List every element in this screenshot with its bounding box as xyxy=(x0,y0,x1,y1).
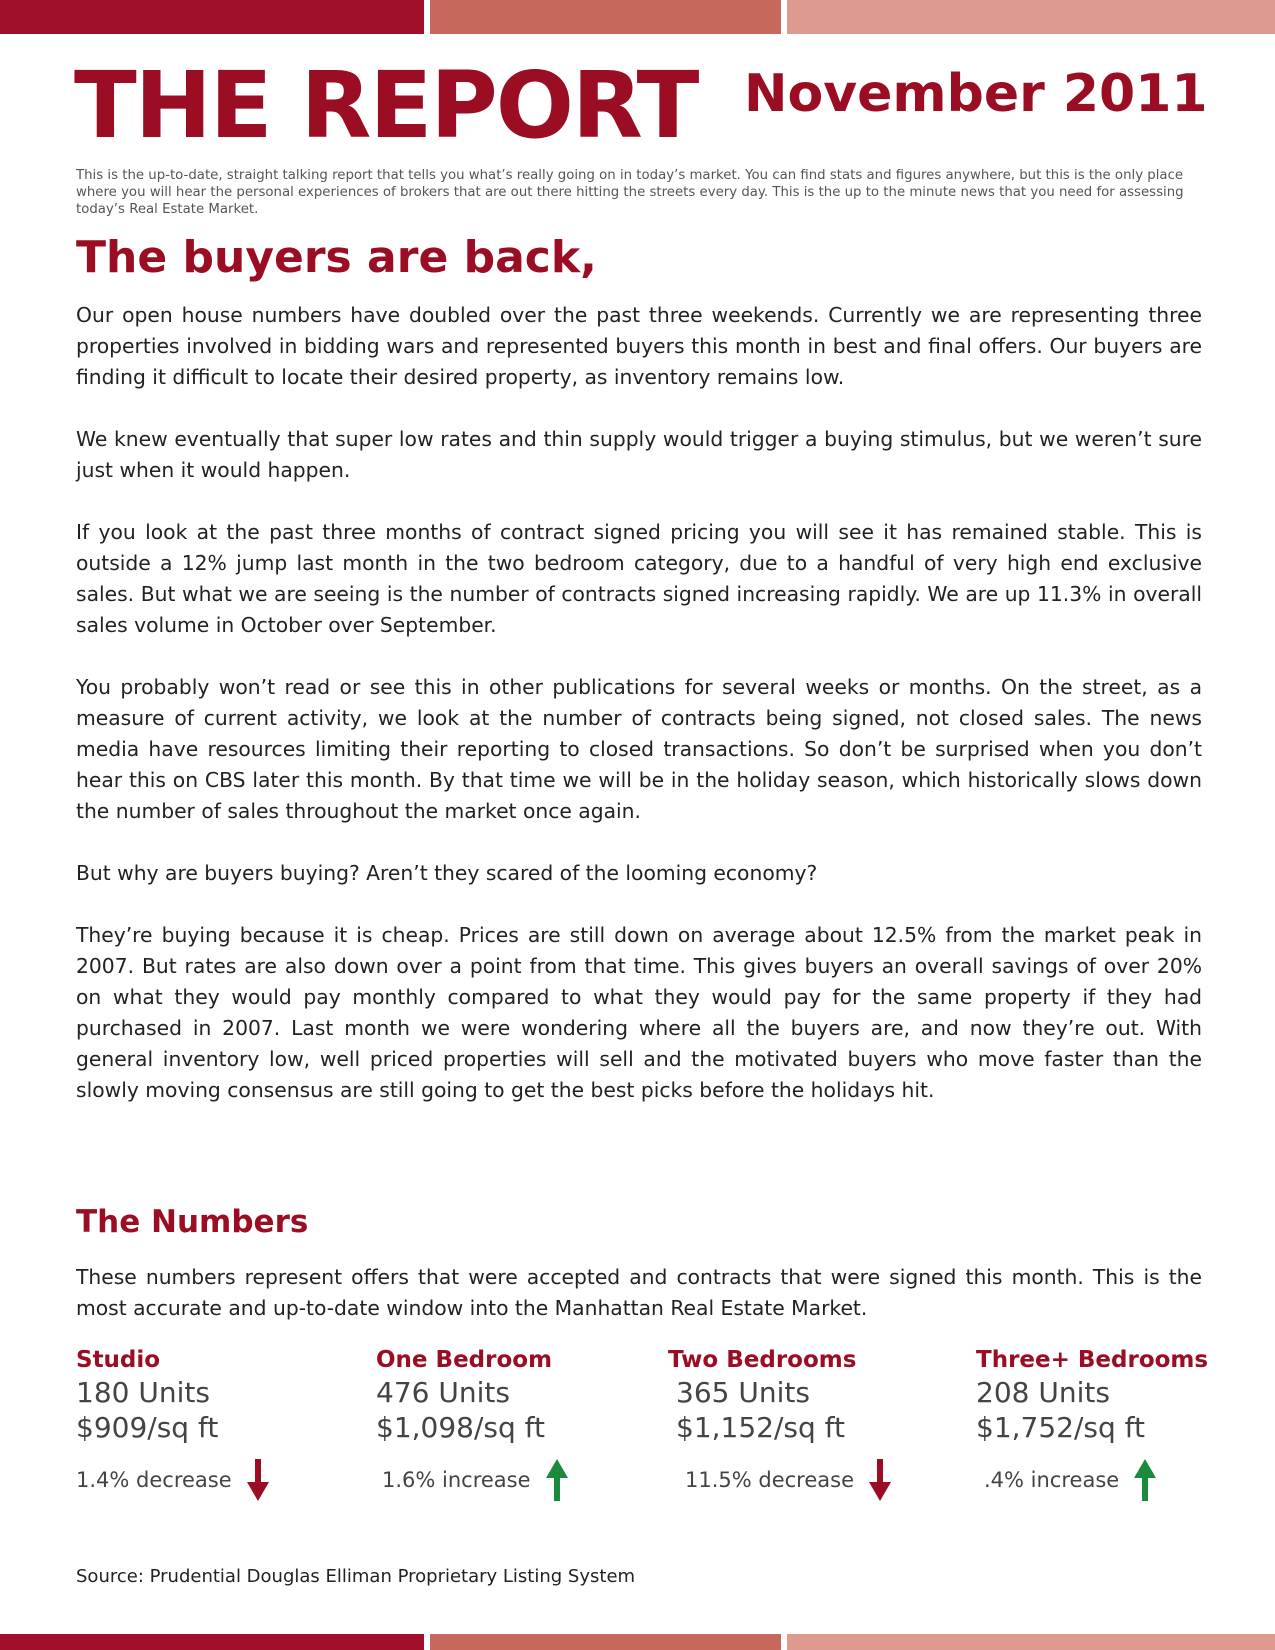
report-date: November 2011 xyxy=(744,64,1208,124)
stat-studio xyxy=(76,1345,366,1502)
top-color-band xyxy=(0,0,1275,34)
band-segment-dark xyxy=(0,1634,424,1650)
numbers-title: The Numbers xyxy=(76,1204,309,1240)
article-paragraph: They’re buying because it is cheap. Prices are still down on average about 12.5% from the market peak in 2007. But rates are also down over a point from that time. This gives buyers an overall savings of over 20% on what they would pay monthly compared to what they would pay for the same property if they had purchased in 2007. Last month we were wondering where all the buyers are, and now they’re out. With general inventory low, well priced properties will sell and the motivated buyers who move faster than the slowly moving consensus are still going to get the best picks before the holidays hit. xyxy=(76,923,1202,1102)
numbers-intro: These numbers represent offers that were accepted and contracts that were signed this month. This is the most accurate and up-to-date window into the Manhattan Real Estate Market. xyxy=(76,1265,1202,1320)
stat-three-plus-bedrooms xyxy=(976,1345,1266,1502)
stat-change: .4% increase xyxy=(984,1468,1120,1492)
band-segment-mid xyxy=(430,0,781,34)
band-segment-light xyxy=(787,0,1275,34)
stat-units: 180 Units xyxy=(76,1376,210,1409)
stat-label: Two Bedrooms xyxy=(668,1347,857,1373)
article-headline: The buyers are back, xyxy=(76,232,597,283)
stat-units: 476 Units xyxy=(376,1376,510,1409)
stat-price: $1,098/sq ft xyxy=(376,1411,546,1444)
article-paragraph: But why are buyers buying? Aren’t they scared of the looming economy? xyxy=(76,861,818,885)
stat-change-row xyxy=(76,1458,366,1502)
report-title: THE REPORT xyxy=(74,52,698,159)
arrow-shaft xyxy=(877,1459,883,1486)
stat-price: $1,152/sq ft xyxy=(676,1411,846,1444)
stat-one-bedroom xyxy=(376,1345,666,1502)
arrow-down-icon xyxy=(246,1458,270,1502)
stat-change-row xyxy=(376,1458,666,1502)
article-paragraph: If you look at the past three months of contract signed pricing you will see it has remained stable. This is outside a 12% jump last month in the two bedroom category, due to a handful of very high end exclusive sales. But what we are seeing is the number of contracts signed increasing rapidly. We are up 11.3% in overall sales volume in October over September. xyxy=(76,520,1202,637)
bottom-color-band xyxy=(0,1634,1275,1650)
band-segment-mid xyxy=(430,1634,781,1650)
arrow-head xyxy=(247,1482,269,1501)
arrow-head xyxy=(869,1482,891,1501)
stat-change: 1.4% decrease xyxy=(76,1468,232,1492)
article-body xyxy=(76,300,1202,1137)
stat-price: $1,752/sq ft xyxy=(976,1411,1146,1444)
article-paragraph: We knew eventually that super low rates and thin supply would trigger a buying stimulus, but we weren’t sure just when it would happen. xyxy=(76,427,1202,482)
report-intro: This is the up-to-date, straight talking report that tells you what’s really going on in today’s market. You can find stats and figures anywhere, but this is the only place where you will hear the personal experiences of brokers that are out there hitting the streets every day. This is the up to the minute news that you need for assessing today’s Real Estate Market. xyxy=(76,168,1184,217)
stat-label: One Bedroom xyxy=(376,1347,553,1373)
stat-change-row xyxy=(976,1458,1266,1502)
arrow-shaft xyxy=(255,1459,261,1486)
arrow-up-icon xyxy=(1133,1458,1157,1502)
stat-label: Studio xyxy=(76,1347,161,1373)
band-segment-light xyxy=(787,1634,1275,1650)
stat-change: 11.5% decrease xyxy=(685,1468,855,1492)
arrow-head xyxy=(546,1459,568,1478)
arrow-up-icon xyxy=(545,1458,569,1502)
band-segment-dark xyxy=(0,0,424,34)
stat-price: $909/sq ft xyxy=(76,1411,219,1444)
article-paragraph: You probably won’t read or see this in other publications for several weeks or months. On the street, as a measure of current activity, we look at the number of contracts being signed, not closed sales. The news media have resources limiting their reporting to closed transactions. So don’t be surprised when you don’t hear this on CBS later this month. By that time we will be in the holiday season, which historically slows down the number of sales throughout the market once again. xyxy=(76,675,1202,823)
arrow-head xyxy=(1134,1459,1156,1478)
stat-label: Three+ Bedrooms xyxy=(976,1347,1209,1373)
article-paragraph: Our open house numbers have doubled over the past three weekends. Currently we are representing three properties involved in bidding wars and represented buyers this month in best and final offers. Our buyers are finding it difficult to locate their desired property, as inventory remains low. xyxy=(76,303,1202,389)
stat-units: 208 Units xyxy=(976,1376,1110,1409)
arrow-shaft xyxy=(554,1474,560,1501)
arrow-shaft xyxy=(1142,1474,1148,1501)
source-note: Source: Prudential Douglas Elliman Proprietary Listing System xyxy=(76,1566,636,1587)
arrow-down-icon xyxy=(868,1458,892,1502)
stat-units: 365 Units xyxy=(676,1376,810,1409)
stat-change-row xyxy=(668,1458,958,1502)
stat-change: 1.6% increase xyxy=(382,1468,531,1492)
stat-two-bedrooms xyxy=(668,1345,958,1502)
